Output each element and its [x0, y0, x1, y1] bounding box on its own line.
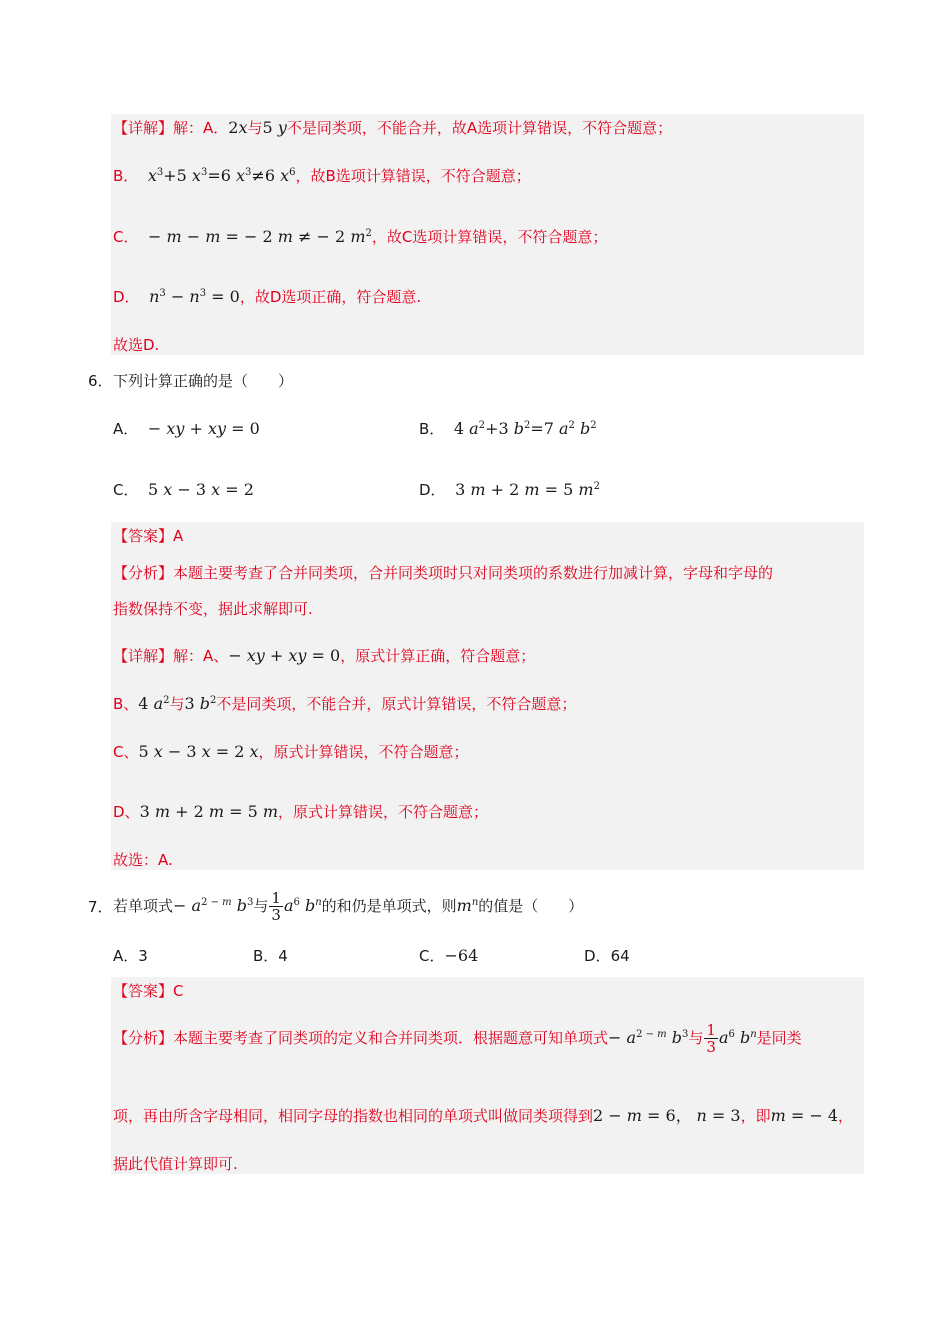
fraction: $\frac{1}{3}$: [706, 1021, 716, 1056]
analysis-line-1: 【分析】本题主要考查了合并同类项，合并同类项时只对同类项的系数进行加减计算，字母和字母的: [113, 564, 774, 582]
answer-line: 【答案】A: [113, 527, 184, 545]
detail-line-d: D． $n^3 - n^3 = 0$，故D选项正确，符合题意.: [113, 287, 422, 306]
option-b: B． 4 $a^2+3$ $b^2=7$ $a^2$ $b^2$: [419, 419, 597, 438]
analysis-line-3: 据此代值计算即可.: [113, 1155, 238, 1173]
detail-line-c: C． − m − m = − 2 m ≠ − 2 $m^2$，故C选项计算错误，不符合题意；: [113, 227, 608, 246]
math-expression: $n^3 - n^3 = 0$: [149, 287, 240, 306]
question-stem: 若单项式− $a^{2 - m}$ $b^3$与 $\frac{1}{3}$ $a^6$ $b^n$的和仍是单项式，则$m^n$的值是（ ）: [113, 889, 584, 924]
conclusion-line: 故选：A.: [113, 851, 173, 869]
question-number: 6．: [88, 372, 113, 390]
option-c: C．−64: [419, 946, 479, 965]
detail-line-a: 【详解】解：A、− xy + xy = 0，原式计算正确，符合题意；: [113, 646, 536, 665]
analysis-line-1: 【分析】本题主要考查了同类项的定义和合并同类项．根据题意可知单项式− $a^{2 - m}$ $b^3$与 $\frac{1}{3}$ $a^6$ $b^n$是同类: [113, 1021, 802, 1056]
option-c: C． 5 x − 3 x = 2: [113, 480, 254, 499]
answer-line: 【答案】C: [113, 982, 184, 1000]
detail-line-b: B、4 $a^2$与3 $b^2$不是同类项，不能合并，原式计算错误，不符合题意；: [113, 694, 577, 713]
option-d: D． 3 m + 2 m = 5 $m^2$: [419, 480, 600, 499]
detail-line-c: C、5 x − 3 x = 2 x，原式计算错误，不符合题意；: [113, 742, 469, 761]
analysis-line-2: 指数保持不变，据此求解即可.: [113, 600, 313, 618]
analysis-line-2: 项，再由所含字母相同，相同字母的指数也相同的单项式叫做同类项得到2 − m = 6， n = 3，即m = − 4，: [113, 1106, 854, 1125]
math-expression: − m − m = − 2 m ≠ − 2 $m^2$: [148, 227, 372, 246]
fraction: $\frac{1}{3}$: [271, 889, 281, 924]
option-a: A． − xy + xy = 0: [113, 419, 260, 438]
conclusion-line: 故选D.: [113, 336, 160, 354]
detail-line-d: D、3 m + 2 m = 5 m，原式计算错误，不符合题意；: [113, 802, 489, 821]
detail-line-a: 【详解】解：A．2x与5 y不是同类项，不能合并，故A选项计算错误，不符合题意；: [113, 118, 673, 137]
question-stem: 下列计算正确的是（ ）: [113, 372, 294, 390]
question-number: 7．: [88, 898, 113, 916]
option-a: A．3: [113, 947, 148, 965]
detail-line-b: B． $x^3+5$ $x^3=6$ $x^3\ne 6$ $x^6$，故B选项计算错误，不符合题意；: [113, 166, 531, 185]
math-expression: $x^3+5$ $x^3=6$ $x^3\ne 6$ $x^6$: [147, 166, 296, 185]
option-b: B．4: [253, 947, 288, 965]
solution-box-q7: [111, 977, 864, 1174]
option-d: D．64: [584, 947, 630, 965]
